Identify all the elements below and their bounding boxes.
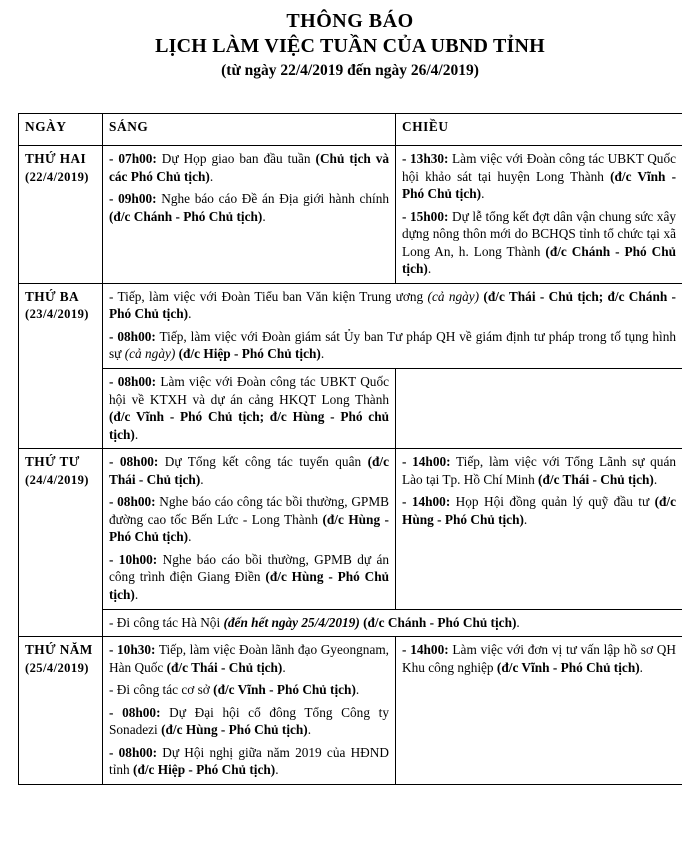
schedule-item-segment: - 08h00: (109, 494, 156, 510)
schedule-item-segment: . (523, 511, 528, 527)
schedule-item-segment: Dự Tổng kết công tác tuyển quân (158, 454, 368, 470)
schedule-table-container (18, 113, 682, 785)
schedule-item-segment: - Đi công tác cơ sở (109, 682, 214, 698)
morning-cell (103, 637, 396, 785)
schedule-item-segment: - Đi công tác Hà Nội (109, 614, 224, 630)
schedule-item (109, 551, 389, 604)
schedule-item-segment: . (209, 168, 214, 184)
schedule-item-segment: - 08h00: (109, 744, 158, 760)
schedule-item-segment: . (262, 208, 266, 224)
schedule-item (402, 641, 676, 676)
schedule-item-segment: - 15h00: (402, 208, 449, 224)
schedule-item-segment: Dự Đại hội cổ đông Tổng Công ty Sonadezi (109, 704, 389, 738)
schedule-item-segment: (đ/c Hùng - Phó Chủ tịch) (402, 494, 677, 527)
schedule-item-segment: (đ/c Vĩnh - Phó Chủ tịch) (402, 168, 677, 202)
schedule-item-segment: . (188, 529, 192, 545)
day-date: (25/4/2019) (25, 660, 89, 675)
afternoon-cell (396, 369, 683, 449)
schedule-item (402, 208, 676, 278)
day-date: (23/4/2019) (25, 307, 89, 322)
schedule-item (109, 704, 389, 739)
document-title-primary: THÔNG BÁO (286, 10, 414, 32)
morning-cell (103, 146, 396, 284)
schedule-item-segment: . (653, 471, 658, 487)
afternoon-cell (396, 146, 683, 284)
schedule-item-segment: (đ/c Chánh - Phó Chủ tịch) (402, 243, 676, 277)
schedule-item-segment: Làm việc với đơn vị tư vấn lập hồ sơ QH Khu công nghiệp (402, 642, 676, 675)
schedule-row (19, 449, 683, 609)
column-header-morning: SÁNG (103, 114, 396, 146)
schedule-item-segment: - 13h30: (402, 151, 449, 166)
schedule-item-segment: - 08h00: (109, 704, 161, 720)
schedule-item (109, 150, 389, 185)
day-cell (19, 449, 103, 637)
day-name: THỨ NĂM (25, 642, 93, 658)
schedule-item (402, 453, 676, 488)
schedule-item-segment: Tiếp, làm việc với Tổng Lãnh sự quán Lào tại Tp. Hồ Chí Minh (402, 454, 677, 487)
schedule-item-segment: (cả ngày) (124, 346, 176, 362)
schedule-row (19, 369, 683, 449)
schedule-item (402, 150, 676, 203)
table-body (19, 146, 683, 785)
schedule-item-segment: - 14h00: (402, 454, 451, 470)
schedule-item (109, 373, 389, 443)
schedule-item (109, 744, 389, 779)
day-name: THỨ BA (25, 288, 79, 304)
day-cell (19, 637, 103, 785)
schedule-item-segment: Họp Hội đồng quản lý quỹ đầu tư (450, 494, 655, 510)
schedule-item-segment: . (320, 346, 325, 362)
schedule-row (19, 637, 683, 785)
schedule-item-segment: . (516, 614, 520, 630)
schedule-item (402, 493, 676, 528)
schedule-item-segment: . (134, 587, 139, 603)
document-title-secondary: LỊCH LÀM VIỆC TUẦN CỦA UBND TỈNH (155, 35, 545, 57)
schedule-item-segment: (đ/c Thái - Chủ tịch) (166, 659, 283, 675)
schedule-item-segment: (đ/c Hùng - Phó Chủ tịch) (109, 569, 389, 603)
schedule-item-segment: - Tiếp, làm việc với Đoàn Tiểu ban Văn kiện Trung ương (109, 288, 428, 304)
day-date: (24/4/2019) (25, 472, 89, 487)
schedule-item-segment: - 08h00: (109, 328, 156, 344)
schedule-item-segment: Tiếp, làm việc Đoàn lãnh đạo Gyeongnam, Hàn Quốc (109, 642, 390, 675)
all-day-cell (103, 609, 683, 637)
schedule-item (109, 614, 676, 632)
schedule-item-segment: (đ/c Hùng - Phó Chủ tịch) (161, 722, 308, 738)
schedule-item-segment: (đ/c Vĩnh - Phó Chủ tịch) (496, 659, 640, 675)
day-cell (19, 283, 103, 448)
document-date-range: (từ ngày 22/4/2019 đến ngày 26/4/2019) (221, 62, 479, 79)
schedule-item (109, 493, 389, 546)
morning-cell (103, 369, 396, 449)
day-date: (22/4/2019) (25, 169, 89, 184)
document-header (0, 0, 700, 81)
schedule-item-segment: . (282, 659, 286, 675)
schedule-item-segment: - 07h00: (109, 151, 157, 166)
column-header-day: NGÀY (19, 114, 103, 146)
schedule-item-segment: - 08h00: (109, 454, 159, 470)
schedule-item-segment: . (134, 426, 139, 442)
schedule-item-segment: . (307, 722, 312, 738)
schedule-item-segment: (đ/c Chánh - Phó Chủ tịch) (109, 208, 263, 224)
schedule-row (19, 146, 683, 284)
schedule-item-segment: (Chủ tịch và các Phó Chủ tịch) (109, 151, 390, 184)
schedule-item-segment: (đ/c Hùng - Phó Chủ tịch) (109, 511, 389, 545)
afternoon-cell (396, 449, 683, 609)
schedule-item-segment: Làm việc với Đoàn công tác UBKT Quốc hội về KTXH và dự án cảng HKQT Long Thành (109, 374, 389, 407)
schedule-item-segment: Nghe báo cáo Đề án Địa giới hành chính (156, 191, 389, 207)
schedule-item-segment: (cả ngày) (427, 288, 480, 304)
schedule-item-segment: - 10h30: (109, 642, 156, 658)
schedule-item-segment: Nghe báo cáo công tác bồi thường, GPMB đường cao tốc Bến Lức - Long Thành (109, 494, 390, 527)
schedule-item-segment: (đ/c Thái - Chủ tịch) (538, 471, 654, 487)
table-header-row (19, 114, 683, 146)
schedule-item-segment: (đ/c Thái - Chủ tịch; đ/c Chánh - Phó Chủ tịch) (109, 288, 676, 322)
column-header-afternoon: CHIỀU (396, 114, 683, 146)
schedule-item-segment: Dự lễ tổng kết đợt dân vận chung sức xây dựng nông thôn mới do BCHQS tỉnh tổ chức tại xã Long An, h. Long Thành (402, 208, 677, 259)
schedule-item-segment: . (355, 682, 360, 698)
schedule-item-segment: (đ/c Vĩnh - Phó Chủ tịch; đ/c Hùng - Phó chủ tịch) (109, 409, 389, 442)
schedule-item-segment: . (481, 186, 485, 202)
schedule-item-segment: Dự Hội nghị giữa năm 2019 của HĐND tỉnh (109, 744, 389, 778)
schedule-item-segment: - 10h00: (109, 551, 158, 567)
schedule-item-segment: Nghe báo cáo bồi thường, GPMB dự án công trình điện Giang Điền (109, 551, 389, 585)
schedule-item-segment: Làm việc với Đoàn công tác UBKT Quốc hội khảo sát tại huyện Long Thành (402, 151, 677, 184)
schedule-item-segment: . (275, 762, 279, 778)
schedule-item-segment: (đ/c Chánh - Phó Chủ tịch) (363, 614, 517, 630)
all-day-cell (103, 283, 683, 368)
schedule-item-segment: (đ/c Hiệp - Phó Chủ tịch) (133, 762, 276, 778)
schedule-item-segment: (đến hết ngày 25/4/2019) (223, 614, 360, 630)
schedule-item-segment: (đ/c Hiệp - Phó Chủ tịch) (178, 346, 321, 362)
schedule-item-segment: . (200, 471, 204, 487)
schedule-item-segment: - 14h00: (402, 642, 449, 658)
schedule-item-segment: - 09h00: (109, 191, 157, 207)
day-cell (19, 146, 103, 284)
schedule-item-segment: Tiếp, làm việc với Đoàn giám sát Ủy ban Tư pháp QH về giám định tư pháp trong tố tụng hình sự (109, 328, 677, 362)
schedule-item-segment: . (639, 659, 643, 675)
schedule-item-segment: (đ/c Vĩnh - Phó Chủ tịch) (213, 682, 356, 698)
schedule-item-segment: . (427, 261, 432, 277)
schedule-item (109, 681, 389, 699)
schedule-item (109, 288, 676, 323)
schedule-item-segment: (đ/c Thái - Chủ tịch) (109, 454, 389, 487)
day-name: THỨ TƯ (25, 454, 80, 470)
schedule-item-segment: - 14h00: (402, 494, 451, 510)
day-name: THỨ HAI (25, 151, 87, 166)
schedule-row (19, 609, 683, 637)
schedule-item-segment: - 08h00: (109, 374, 157, 390)
morning-cell (103, 449, 396, 609)
weekly-schedule-table (18, 113, 682, 785)
schedule-item (109, 453, 389, 488)
schedule-item (109, 328, 676, 363)
schedule-item (109, 190, 389, 225)
schedule-item-segment: Dự Họp giao ban đầu tuần (156, 151, 316, 166)
schedule-item (109, 641, 389, 676)
afternoon-cell (396, 637, 683, 785)
schedule-row (19, 283, 683, 368)
schedule-item-segment: . (188, 306, 192, 322)
